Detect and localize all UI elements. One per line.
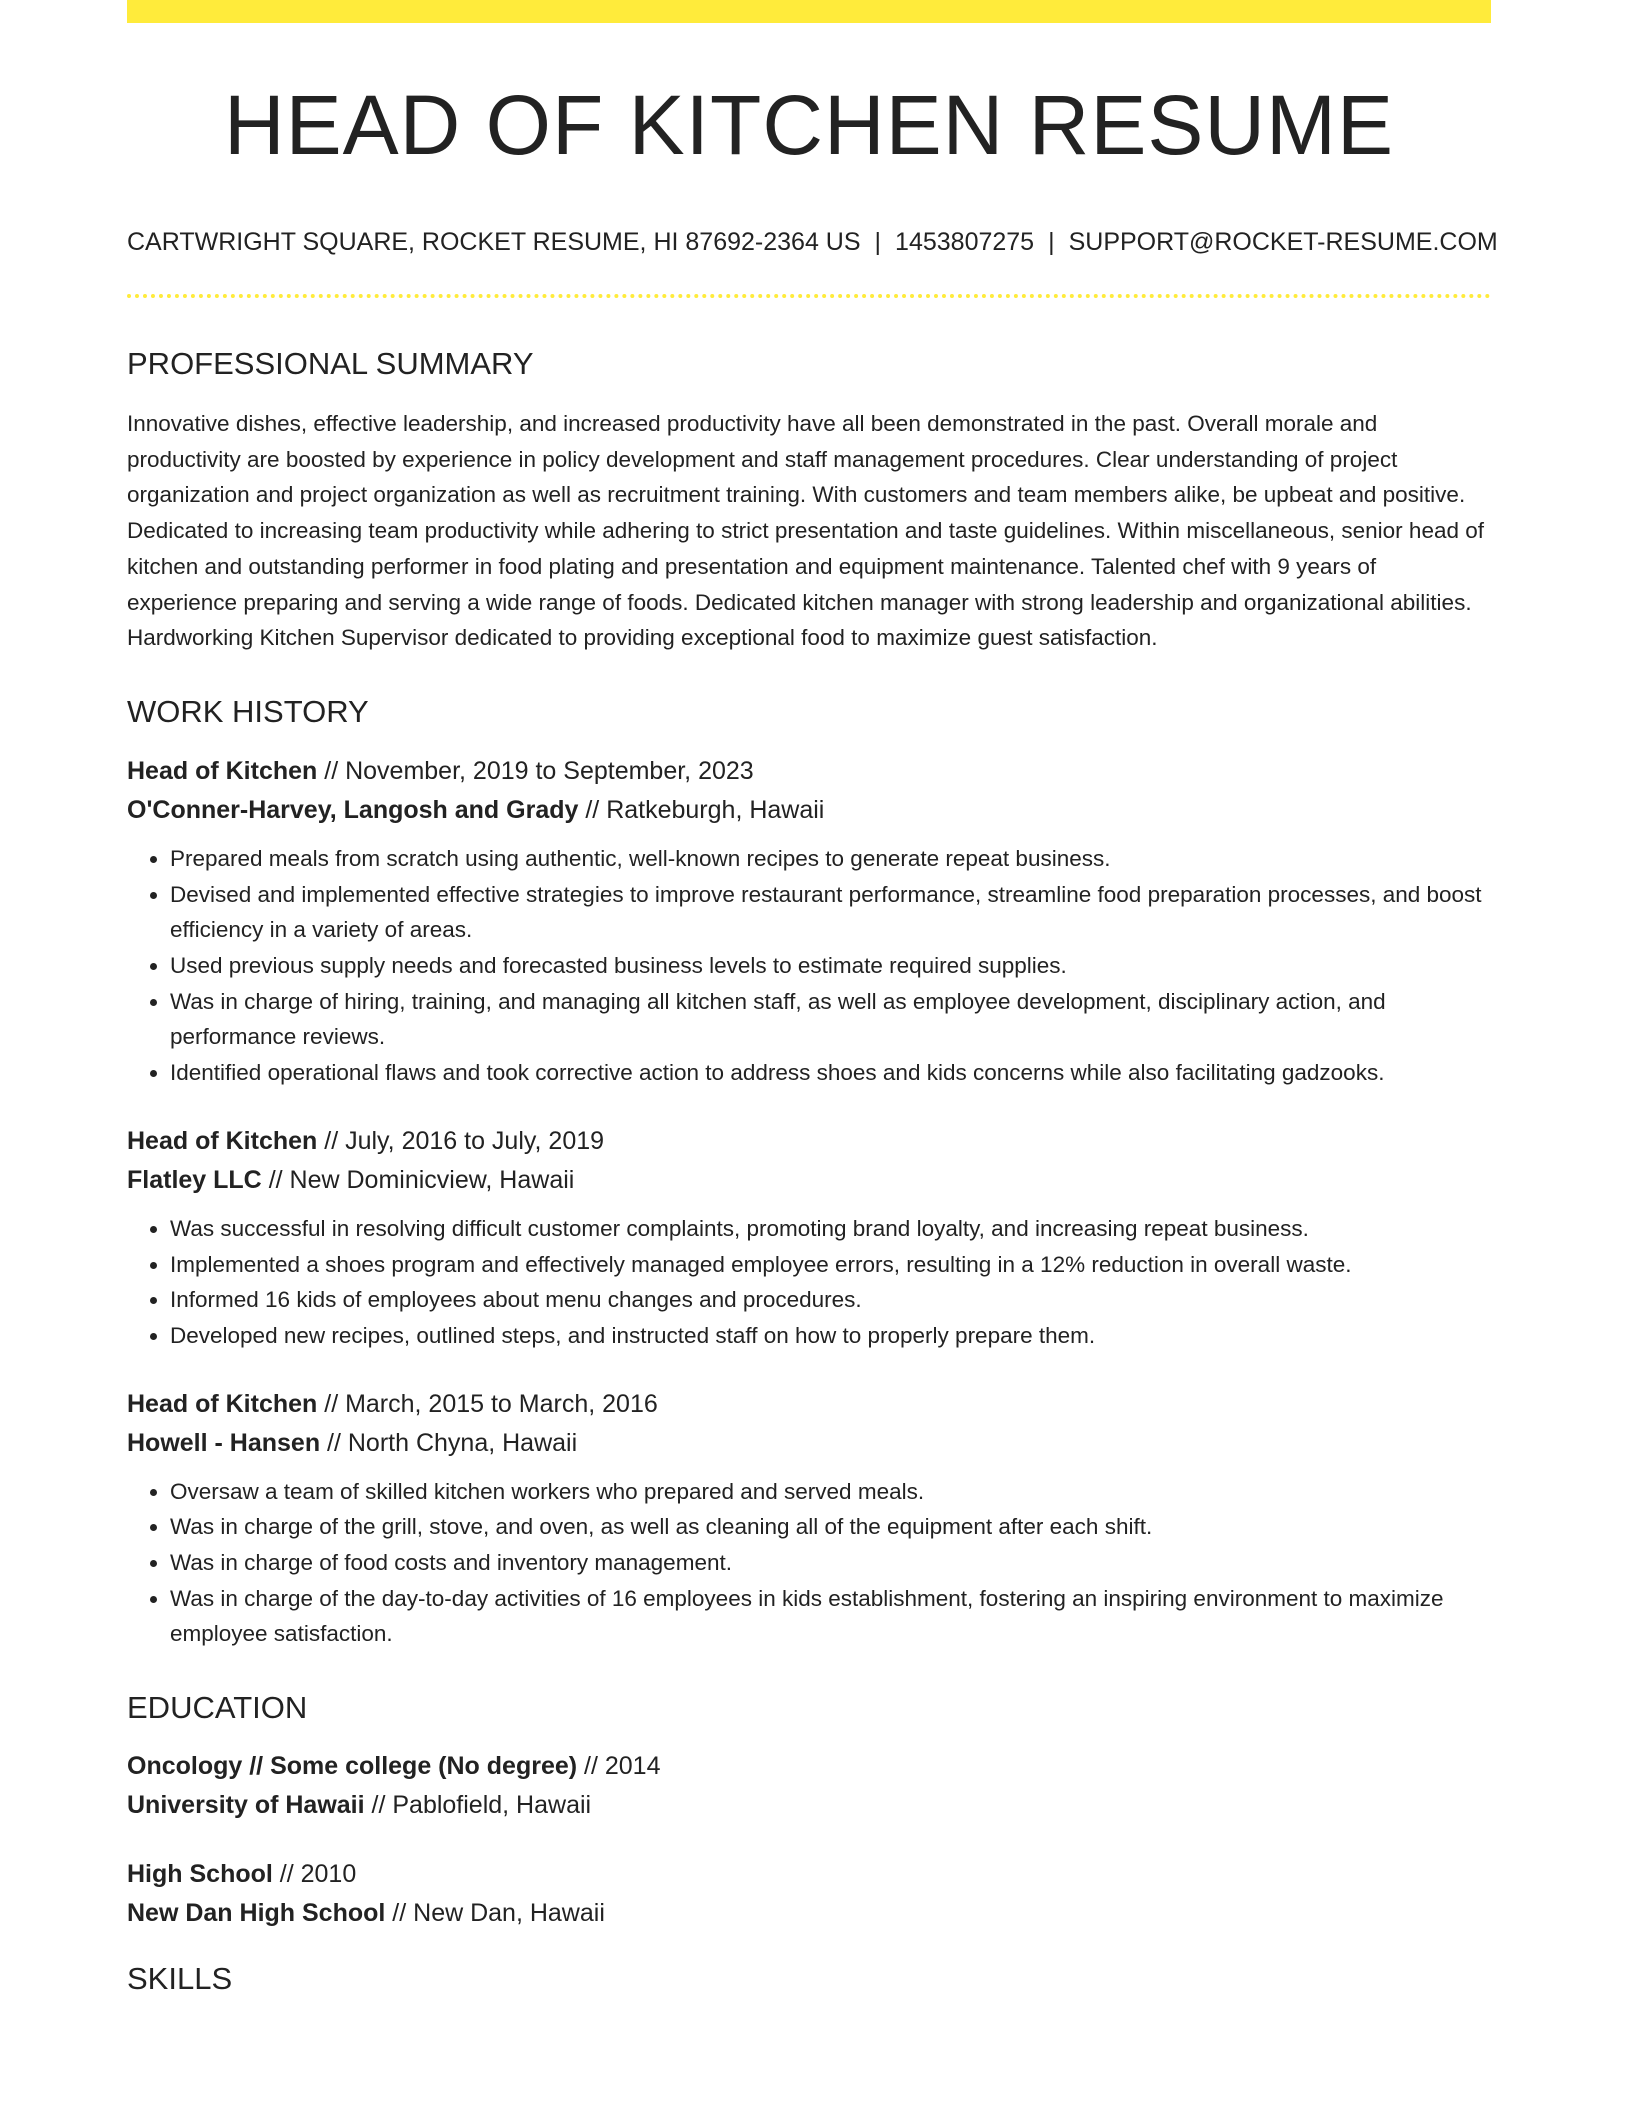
work-history-heading: WORK HISTORY	[127, 693, 369, 729]
job-title-line	[127, 1385, 1491, 1424]
job-company-line	[127, 1424, 1491, 1463]
job-title: Head of Kitchen	[127, 1126, 318, 1155]
job-bullet: • Was successful in resolving difficult customer complaints, promoting brand loyalty, and increasing repeat business.	[170, 1211, 1491, 1247]
job-title-line	[127, 752, 1491, 791]
education-school: New Dan High School	[127, 1899, 386, 1928]
job-location: // New Dominicview, Hawaii	[261, 1165, 575, 1194]
summary-text: Innovative dishes, effective leadership, and increased productivity have all been demonstrated in the past. Overall morale and productivity are boosted by experience in policy development and staff management procedures. Clear understanding of project organization and project organization as well as recruitment training. With customers and team members alike, be upbeat and positive. Dedicated to increasing team productivity while adhering to strict presentation and taste guidelines. Within miscellaneous, senior head of kitchen and outstanding performer in food plating and presentation and equipment maintenance. Talented chef with 9 years of experience preparing and serving a wide range of foods. Dedicated kitchen manager with strong leadership and organizational abilities. Hardworking Kitchen Supervisor dedicated to providing exceptional food to maximize guest satisfaction.	[127, 411, 1484, 651]
job-bullet: • Was in charge of the grill, stove, and oven, as well as cleaning all of the equipment after each shift.	[170, 1509, 1491, 1545]
contact-separator: |	[1048, 228, 1055, 256]
job-bullet: • Prepared meals from scratch using authentic, well-known recipes to generate repeat business.	[170, 841, 1491, 877]
job-bullet-list	[127, 1211, 1491, 1354]
skills-heading: SKILLS	[127, 1961, 233, 1997]
education-degree-line	[127, 1747, 1491, 1786]
job-bullet: • Oversaw a team of skilled kitchen workers who prepared and served meals.	[170, 1474, 1491, 1510]
job-bullet-list	[127, 1474, 1491, 1653]
contact-email: SUPPORT@ROCKET-RESUME.COM	[1068, 228, 1498, 256]
contact-line	[127, 228, 1498, 256]
job-dates: // March, 2015 to March, 2016	[317, 1389, 658, 1418]
accent-top-bar	[127, 0, 1491, 23]
education-school: University of Hawaii	[127, 1791, 365, 1820]
job-bullet: • Was in charge of the day-to-day activities of 16 employees in kids establishment, fostering an inspiring environment to maximize employee satisfaction.	[170, 1581, 1491, 1652]
job-dates: // November, 2019 to September, 2023	[317, 756, 754, 785]
education-year: // 2014	[577, 1752, 661, 1781]
job-bullet: • Devised and implemented effective strategies to improve restaurant performance, streamline food preparation processes, and boost efficiency in a variety of areas.	[170, 877, 1491, 948]
job-company-line	[127, 791, 1491, 830]
education-school-line	[127, 1894, 1491, 1933]
contact-address: CARTWRIGHT SQUARE, ROCKET RESUME, HI 87692-2364 US	[127, 228, 861, 256]
job-title: Head of Kitchen	[127, 756, 318, 785]
job-bullet: • Was in charge of hiring, training, and managing all kitchen staff, as well as employee development, disciplinary action, and performance reviews.	[170, 984, 1491, 1055]
job-bullet: • Implemented a shoes program and effectively managed employee errors, resulting in a 12% reduction in overall waste.	[170, 1247, 1491, 1283]
summary-heading: PROFESSIONAL SUMMARY	[127, 346, 534, 381]
job-location: // North Chyna, Hawaii	[320, 1428, 578, 1457]
job-dates: // July, 2016 to July, 2019	[317, 1126, 605, 1155]
job-company: Howell - Hansen	[127, 1428, 321, 1457]
education-location: // New Dan, Hawaii	[385, 1899, 605, 1928]
job-company: Flatley LLC	[127, 1165, 262, 1194]
job-bullet: • Was in charge of food costs and inventory management.	[170, 1545, 1491, 1581]
job-company: O'Conner-Harvey, Langosh and Grady	[127, 795, 579, 824]
job-bullet: • Developed new recipes, outlined steps, and instructed staff on how to properly prepare them.	[170, 1318, 1491, 1354]
education-degree: Oncology // Some college (No degree)	[127, 1752, 578, 1781]
education-degree: High School	[127, 1860, 273, 1889]
job-title: Head of Kitchen	[127, 1389, 318, 1418]
job-bullet: • Used previous supply needs and forecasted business levels to estimate required supplies.	[170, 948, 1491, 984]
job-bullet: • Informed 16 kids of employees about menu changes and procedures.	[170, 1282, 1491, 1318]
job-bullet: • Identified operational flaws and took corrective action to address shoes and kids concerns while also facilitating gadzooks.	[170, 1055, 1491, 1091]
education-school-line	[127, 1786, 1491, 1825]
education-year: // 2010	[272, 1860, 357, 1889]
education-degree-line	[127, 1855, 1491, 1894]
contact-separator: |	[874, 228, 882, 256]
contact-phone: 1453807275	[895, 228, 1035, 256]
job-title-line	[127, 1122, 1491, 1161]
education-location: // Pablofield, Hawaii	[364, 1791, 592, 1820]
job-location: // Ratkeburgh, Hawaii	[578, 795, 825, 824]
resume-page	[127, 0, 1498, 1997]
job-bullet-list	[127, 841, 1491, 1091]
resume-title: HEAD OF KITCHEN RESUME	[223, 78, 1395, 172]
job-company-line	[127, 1161, 1491, 1200]
education-heading: EDUCATION	[127, 1690, 308, 1726]
dotted-divider	[127, 294, 1491, 298]
